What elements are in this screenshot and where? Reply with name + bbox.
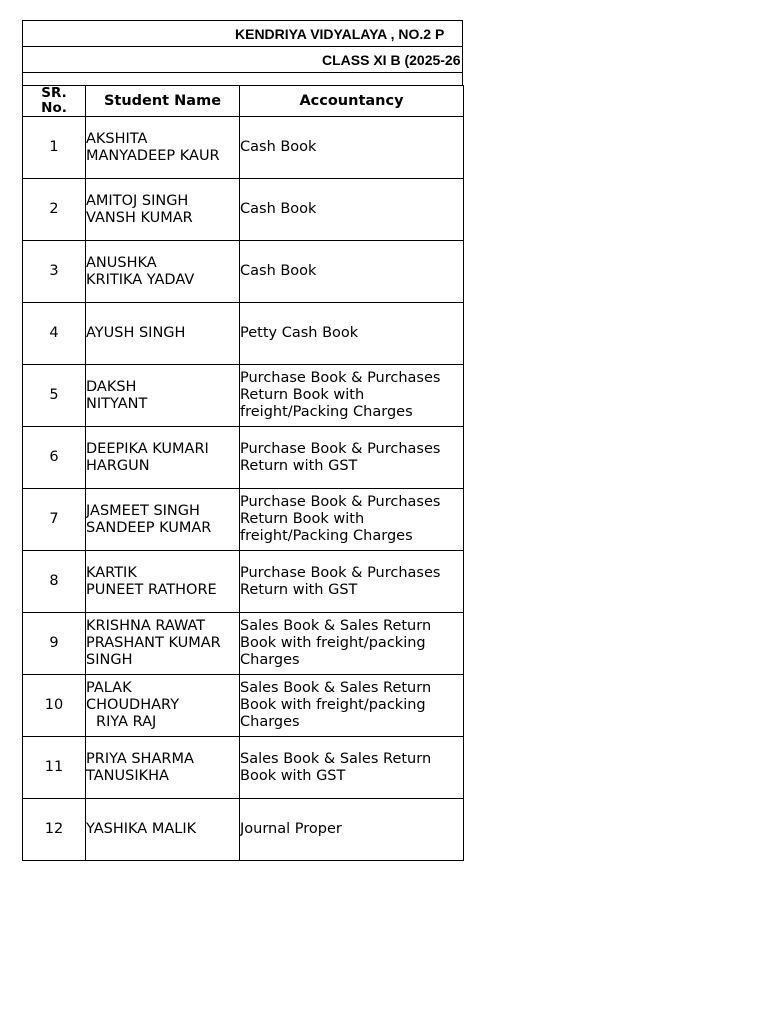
accountancy-topic-line: Return with GST bbox=[240, 581, 358, 598]
student-name: SINGH bbox=[86, 652, 133, 668]
table-row bbox=[23, 303, 464, 365]
accountancy-topic-line: freight/Packing Charges bbox=[240, 404, 413, 420]
accountancy-topic-line: Return with GST bbox=[240, 457, 358, 474]
table-row bbox=[23, 799, 464, 861]
accountancy-topic-line: Sales Book & Sales Return bbox=[240, 680, 432, 696]
accountancy-topic-cell bbox=[240, 117, 464, 179]
sr-number-cell: 8 bbox=[23, 551, 86, 613]
student-name-cell bbox=[86, 489, 240, 551]
student-name: PALAK bbox=[86, 680, 132, 696]
school-title: KENDRIYA VIDYALAYA , NO.2 P bbox=[235, 25, 445, 42]
student-name: VANSH KUMAR bbox=[86, 209, 193, 226]
accountancy-topic-cell bbox=[240, 675, 464, 737]
student-name: DEEPIKA KUMARI bbox=[86, 440, 209, 457]
sr-number-cell: 11 bbox=[23, 737, 86, 799]
accountancy-topic-cell bbox=[240, 799, 464, 861]
student-name-cell bbox=[86, 303, 240, 365]
table-row bbox=[23, 365, 464, 427]
accountancy-topic-cell bbox=[240, 613, 464, 675]
student-name: RIYA RAJ bbox=[96, 714, 157, 730]
accountancy-topic-line: Cash Book bbox=[240, 201, 317, 217]
accountancy-topic-cell bbox=[240, 365, 464, 427]
student-name: NITYANT bbox=[86, 395, 148, 412]
table-row bbox=[23, 675, 464, 737]
student-name-cell bbox=[86, 613, 240, 675]
column-header-sr-line2: No. bbox=[41, 100, 67, 116]
accountancy-topic-line: Purchase Book & Purchases bbox=[240, 494, 441, 510]
student-name: AMITOJ SINGH bbox=[86, 192, 189, 209]
sr-number-cell: 5 bbox=[23, 365, 86, 427]
table-header-row bbox=[23, 86, 464, 117]
accountancy-topic-line: Charges bbox=[240, 714, 300, 730]
accountancy-topic-cell bbox=[240, 179, 464, 241]
sr-number-cell: 4 bbox=[23, 303, 86, 365]
column-header-sr-no bbox=[23, 86, 86, 117]
student-name: CHOUDHARY bbox=[86, 697, 180, 713]
student-name-cell bbox=[86, 117, 240, 179]
table-row bbox=[23, 241, 464, 303]
accountancy-topic-line: Purchase Book & Purchases bbox=[240, 370, 441, 386]
table-row bbox=[23, 489, 464, 551]
student-name: TANUSIKHA bbox=[86, 767, 169, 784]
sr-number-cell: 9 bbox=[23, 613, 86, 675]
sr-number-cell: 2 bbox=[23, 179, 86, 241]
accountancy-topic-line: Return Book with bbox=[240, 511, 365, 527]
sr-number-cell: 3 bbox=[23, 241, 86, 303]
table-body bbox=[23, 117, 464, 861]
school-title-row bbox=[22, 20, 463, 47]
student-name-cell bbox=[86, 675, 240, 737]
student-name-cell bbox=[86, 365, 240, 427]
student-name: AKSHITA bbox=[86, 130, 148, 147]
accountancy-topic-line: Purchase Book & Purchases bbox=[240, 440, 441, 457]
accountancy-topic-line: Book with GST bbox=[240, 767, 346, 784]
sr-number-cell: 12 bbox=[23, 799, 86, 861]
student-name-cell bbox=[86, 427, 240, 489]
accountancy-topic-cell bbox=[240, 551, 464, 613]
sr-number-cell: 7 bbox=[23, 489, 86, 551]
table-row bbox=[23, 117, 464, 179]
student-name: KARTIK bbox=[86, 564, 137, 581]
column-header-accountancy: Accountancy bbox=[240, 86, 464, 117]
accountancy-topic-cell bbox=[240, 737, 464, 799]
accountancy-topic-line: Sales Book & Sales Return bbox=[240, 618, 432, 634]
student-name: HARGUN bbox=[86, 457, 150, 474]
table-row bbox=[23, 179, 464, 241]
table-row bbox=[23, 551, 464, 613]
sr-number-cell: 10 bbox=[23, 675, 86, 737]
student-name-cell bbox=[86, 737, 240, 799]
accountancy-topic-cell bbox=[240, 303, 464, 365]
accountancy-topic-line: Book with freight/packing bbox=[240, 697, 426, 713]
student-name: PRASHANT KUMAR bbox=[86, 635, 221, 651]
student-name: MANYADEEP KAUR bbox=[86, 147, 220, 164]
sr-number-cell: 6 bbox=[23, 427, 86, 489]
student-name-cell bbox=[86, 179, 240, 241]
table-row bbox=[23, 737, 464, 799]
blank-header-row bbox=[22, 72, 463, 86]
accountancy-topic-cell bbox=[240, 241, 464, 303]
student-name: YASHIKA MALIK bbox=[86, 821, 197, 837]
table-row bbox=[23, 613, 464, 675]
table-row bbox=[23, 427, 464, 489]
student-name: PRIYA SHARMA bbox=[86, 750, 194, 767]
student-name: ANUSHKA bbox=[86, 254, 157, 271]
accountancy-topic-line: freight/Packing Charges bbox=[240, 528, 413, 544]
student-name: JASMEET SINGH bbox=[86, 502, 200, 519]
student-name-cell bbox=[86, 799, 240, 861]
accountancy-topic-cell bbox=[240, 489, 464, 551]
accountancy-topic-line: Cash Book bbox=[240, 139, 317, 155]
student-name: KRISHNA RAWAT bbox=[86, 618, 206, 634]
sr-number-cell: 1 bbox=[23, 117, 86, 179]
accountancy-topic-line: Purchase Book & Purchases bbox=[240, 564, 441, 581]
student-topic-table bbox=[22, 85, 464, 861]
accountancy-topic-line: Book with freight/packing bbox=[240, 635, 426, 651]
student-name-cell bbox=[86, 241, 240, 303]
class-title-row bbox=[22, 46, 463, 73]
accountancy-topic-line: Cash Book bbox=[240, 263, 317, 279]
accountancy-topic-line: Petty Cash Book bbox=[240, 325, 359, 341]
student-name: PUNEET RATHORE bbox=[86, 581, 217, 598]
column-header-sr-line1: SR. bbox=[41, 85, 67, 101]
accountancy-topic-line: Sales Book & Sales Return bbox=[240, 750, 432, 767]
student-name: KRITIKA YADAV bbox=[86, 271, 195, 288]
accountancy-topic-line: Charges bbox=[240, 652, 300, 668]
student-name-cell bbox=[86, 551, 240, 613]
accountancy-topic-line: Return Book with bbox=[240, 387, 365, 403]
accountancy-topic-cell bbox=[240, 427, 464, 489]
student-name: SANDEEP KUMAR bbox=[86, 519, 212, 536]
class-title: CLASS XI B (2025-26 bbox=[322, 51, 461, 68]
column-header-student-name: Student Name bbox=[86, 86, 240, 117]
student-name: DAKSH bbox=[86, 378, 137, 395]
accountancy-topic-line: Journal Proper bbox=[240, 821, 342, 837]
student-name: AYUSH SINGH bbox=[86, 325, 186, 341]
